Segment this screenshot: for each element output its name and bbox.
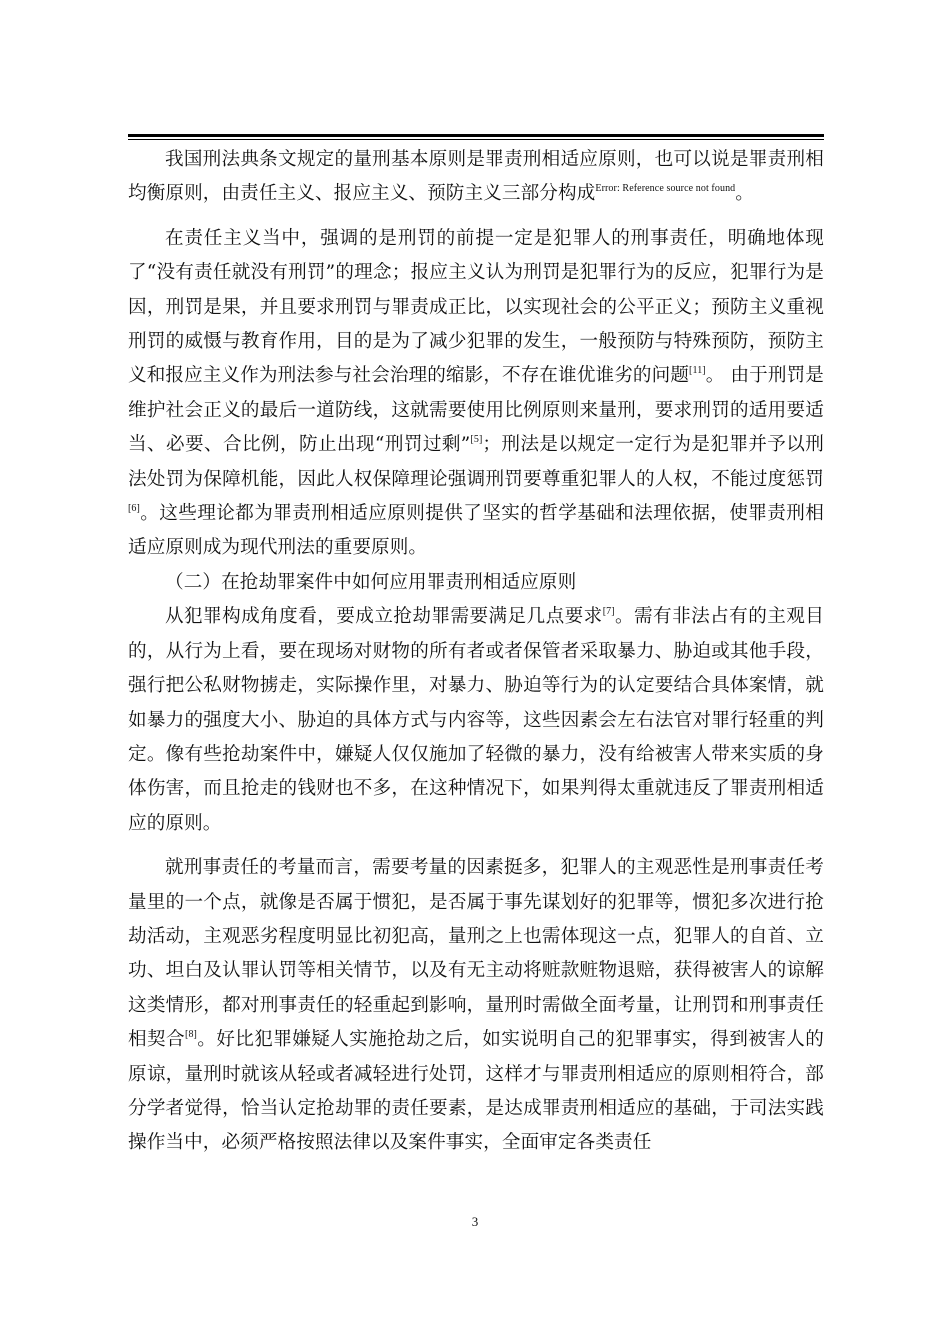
header-rule-thick <box>128 134 824 137</box>
paragraph-2-text-c: ；刑法是以规定一定行为是犯罪并予以刑法处罚为保障机能，因此人权保障理论强调刑罚要尊重犯罪人的人权，不能过度惩罚 <box>128 434 824 490</box>
header-rule-thin <box>128 139 824 140</box>
document-body <box>128 143 824 1161</box>
paragraph-1-text: 我国刑法典条文规定的量刑基本原则是罪责刑相适应原则，也可以说是罪责刑相均衡原则，由责任主义、报应主义、预防主义三部分构成 <box>128 149 824 205</box>
paragraph-2-text-d: 。这些理论都为罪责刑相适应原则提供了坚实的哲学基础和法理依据，使罪责刑相适应原则成为现代刑法的重要原则。 <box>128 503 824 559</box>
page-number: 3 <box>471 1214 479 1229</box>
paragraph-4-text-b: 。好比犯罪嫌疑人实施抢劫之后，如实说明自己的犯罪事实，得到被害人的原谅，量刑时就该从轻或者减轻进行处罚，这样才与罪责刑相适应的原则相符合，部分学者觉得，恰当认定抢劫罪的责任要素，是达成罪责刑相适应的基础，于司法实践操作当中，必须严格按照法律以及案件事实，全面审定各类责任 <box>128 1029 824 1154</box>
paragraph-1 <box>128 143 824 212</box>
reference-error: Error: Reference source not found <box>595 183 736 195</box>
paragraph-2-text-a: 在责任主义当中，强调的是刑罚的前提一定是犯罪人的刑事责任，明确地体现了“没有责任就没有刑罚”的理念；报应主义认为刑罚是犯罪行为的反应，犯罪行为是因，刑罚是果，并且要求刑罚与罪责成正比，以实现社会的公平正义；预防主义重视刑罚的威慑与教育作用，目的是为了减少犯罪的发生，一般预防与特殊预防，预防主义和报应主义作为刑法参与社会治理的缩影，不存在谁优谁劣的问题 <box>128 227 824 387</box>
paragraph-2-text-b: 。 由于刑罚是维护社会正义的最后一道防线，这就需要使用比例原则来量刑，要求刑罚的适用要适当、必要、合比例，防止出现“刑罚过剩” <box>128 365 824 456</box>
paragraph-3 <box>128 600 824 841</box>
paragraph-2 <box>128 222 824 566</box>
citation-11: [11] <box>689 365 706 377</box>
paragraph-3-text-b: 。需有非法占有的主观目的，从行为上看，要在现场对财物的所有者或者保管者采取暴力、胁迫或其他手段，强行把公私财物掳走，实际操作里，对暴力、胁迫等行为的认定要结合具体案情，就如暴力的强度大小、胁迫的具体方式与内容等，这些因素会左右法官对罪行轻重的判定。像有些抢劫案件中，嫌疑人仅仅施加了轻微的暴力，没有给被害人带来实质的身体伤害，而且抢走的钱财也不多，在这种情况下，如果判得太重就违反了罪责刑相适应的原则。 <box>128 606 824 834</box>
citation-5: [5] <box>470 434 483 446</box>
paragraph-3-text-a: 从犯罪构成角度看，要成立抢劫罪需要满足几点要求 <box>165 606 603 628</box>
citation-6: [6] <box>128 503 140 515</box>
citation-7: [7] <box>602 606 615 618</box>
section-heading: （二）在抢劫罪案件中如何应用罪责刑相适应原则 <box>165 571 577 593</box>
citation-8: [8] <box>185 1029 197 1041</box>
paragraph-4 <box>128 851 824 1161</box>
paragraph-4-text-a: 就刑事责任的考量而言，需要考量的因素挺多，犯罪人的主观恶性是刑事责任考量里的一个点，就像是否属于惯犯，是否属于事先谋划好的犯罪等，惯犯多次进行抢劫活动，主观恶劣程度明显比初犯高，量刑之上也需体现这一点，犯罪人的自首、立功、坦白及认罪认罚等相关情节，以及有无主动将赃款赃物退赔，获得被害人的谅解这类情形，都对刑事责任的轻重起到影响，量刑时需做全面考量，让刑罚和刑事责任相契合 <box>128 857 824 1051</box>
paragraph-1-end: 。 <box>735 183 754 205</box>
